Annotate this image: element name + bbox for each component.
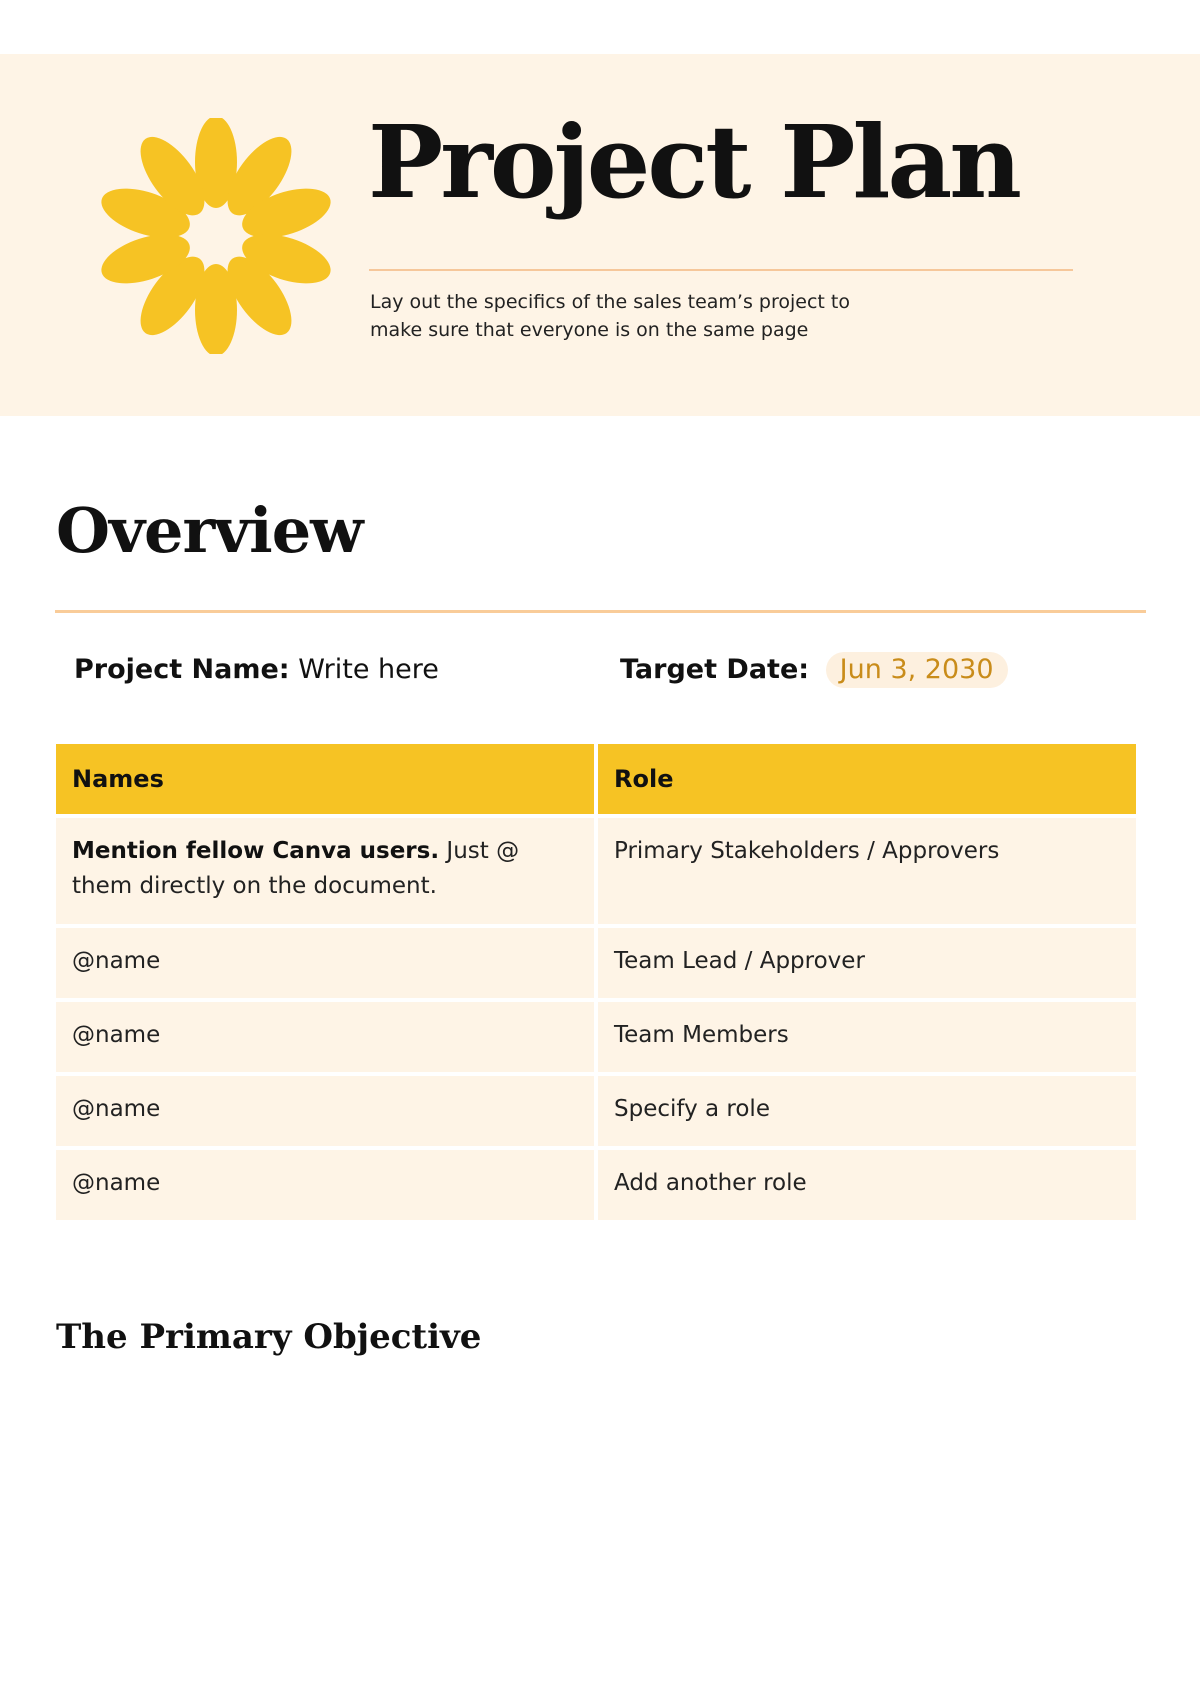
title-divider	[369, 269, 1073, 271]
role-cell[interactable]: Specify a role	[598, 1076, 1136, 1146]
mention-hint-text: Just @ them directly on the document.	[72, 838, 520, 899]
names-column-header: Names	[56, 744, 594, 814]
project-name-value[interactable]: Write here	[298, 654, 439, 685]
subtitle-line-2: make sure that everyone is on the same page	[370, 319, 809, 341]
flower-icon	[98, 118, 334, 354]
name-cell[interactable]: @name	[56, 1150, 594, 1220]
table-row	[56, 928, 1136, 998]
project-name-field	[74, 652, 439, 688]
role-column-header: Role	[598, 744, 1136, 814]
subtitle-line-1: Lay out the specifics of the sales team’s project to	[370, 291, 850, 313]
table-row	[56, 1076, 1136, 1146]
name-cell[interactable]	[56, 818, 594, 924]
role-cell[interactable]: Primary Stakeholders / Approvers	[598, 818, 1136, 924]
objective-heading: The Primary Objective	[56, 1317, 482, 1357]
page-title: Project Plan	[368, 103, 1019, 221]
role-cell[interactable]: Team Lead / Approver	[598, 928, 1136, 998]
name-cell[interactable]: @name	[56, 928, 594, 998]
target-date-chip[interactable]: Jun 3, 2030	[826, 652, 1008, 688]
table-header-row	[56, 744, 1136, 814]
name-cell[interactable]: @name	[56, 1076, 594, 1146]
table-row	[56, 818, 1136, 924]
name-cell[interactable]: @name	[56, 1002, 594, 1072]
table-row	[56, 1150, 1136, 1220]
overview-heading: Overview	[56, 494, 363, 567]
page-subtitle	[370, 288, 930, 344]
table-row	[56, 1002, 1136, 1072]
overview-divider	[55, 610, 1146, 613]
team-table	[52, 740, 1140, 1224]
project-name-label: Project Name:	[74, 654, 290, 685]
role-cell[interactable]: Team Members	[598, 1002, 1136, 1072]
target-date-label: Target Date:	[620, 654, 810, 685]
mention-hint-bold: Mention fellow Canva users.	[72, 838, 440, 864]
target-date-field	[620, 652, 1008, 688]
role-cell[interactable]: Add another role	[598, 1150, 1136, 1220]
